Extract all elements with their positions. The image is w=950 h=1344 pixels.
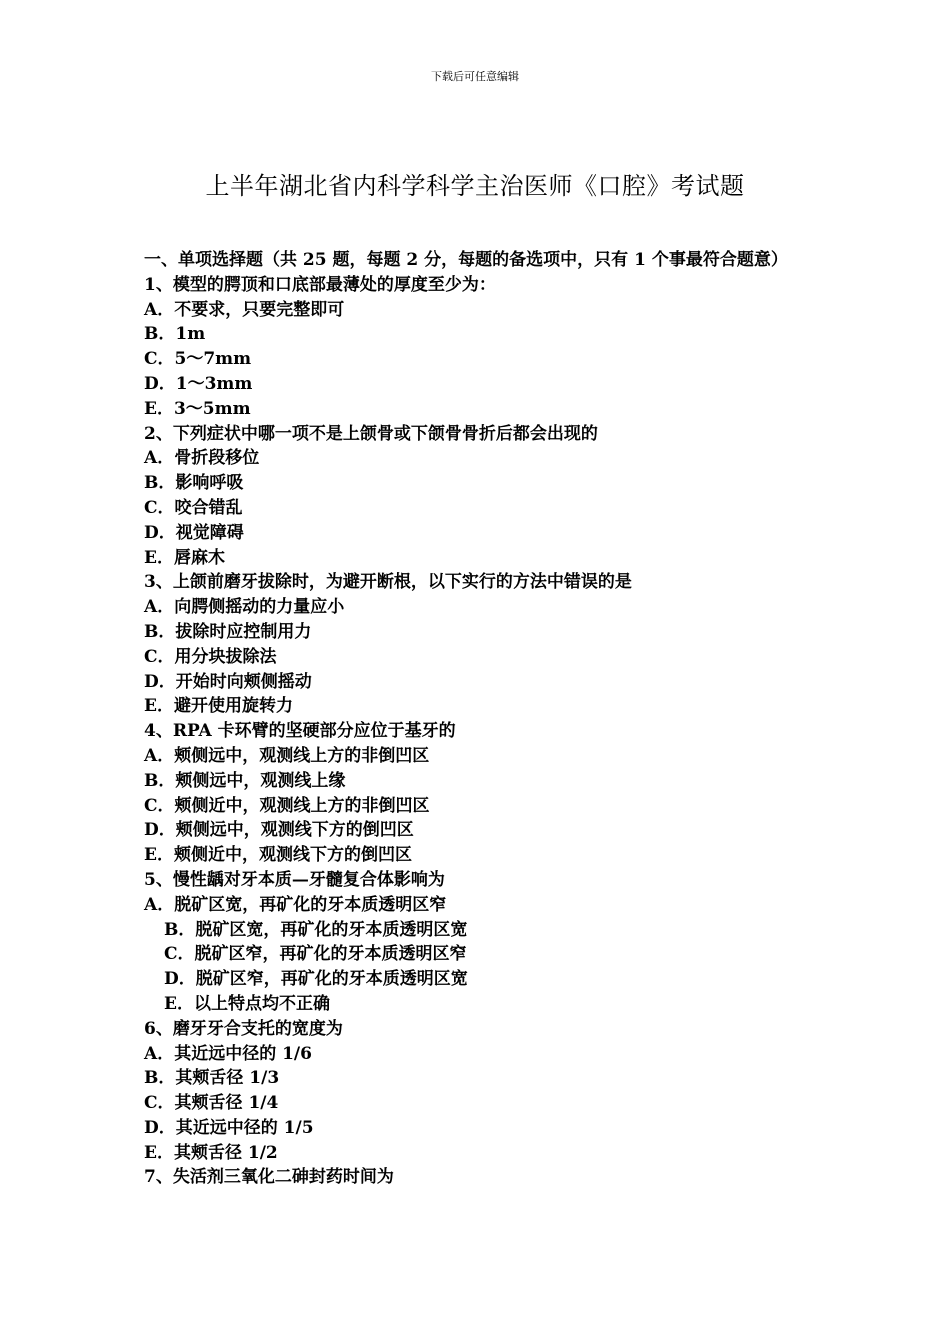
- answer-option: B．影响呼吸: [144, 473, 244, 494]
- answer-option: C．5～7mm: [144, 349, 252, 370]
- question-stem: 5、慢性龋对牙本质—牙髓复合体影响为: [144, 869, 445, 890]
- header-note: 下载后可任意编辑: [431, 70, 519, 83]
- answer-option: E．以上特点均不正确: [164, 993, 330, 1014]
- answer-option: D．1～3mm: [144, 373, 253, 394]
- answer-option: E．唇麻木: [144, 547, 225, 568]
- answer-option: B．脱矿区宽，再矿化的牙本质透明区宽: [164, 919, 468, 940]
- answer-option: D．开始时向颊侧摇动: [144, 671, 312, 692]
- answer-option: B．拔除时应控制用力: [144, 621, 312, 642]
- answer-option: D．颊侧远中，观测线下方的倒凹区: [144, 820, 414, 841]
- document-title: 上半年湖北省内科学科学主治医师《口腔》考试题: [205, 172, 745, 201]
- answer-option: B．1m: [144, 324, 206, 345]
- answer-option: C．用分块拔除法: [144, 646, 277, 667]
- question-stem: 4、RPA 卡环臂的坚硬部分应位于基牙的: [144, 721, 456, 742]
- answer-option: D．视觉障碍: [144, 522, 244, 543]
- answer-option: A．向腭侧摇动的力量应小: [144, 597, 345, 618]
- question-stem: 3、上颌前磨牙拔除时，为避开断根，以下实行的方法中错误的是: [144, 572, 632, 593]
- answer-option: B．颊侧远中，观测线上缘: [144, 770, 346, 791]
- answer-option: A．骨折段移位: [144, 448, 260, 469]
- answer-option: C．其颊舌径 1/4: [144, 1093, 279, 1114]
- answer-option: A．颊侧远中，观测线上方的非倒凹区: [144, 745, 430, 766]
- answer-option: B．其颊舌径 1/3: [144, 1068, 280, 1089]
- answer-option: A．脱矿区宽，再矿化的牙本质透明区窄: [144, 894, 447, 915]
- answer-option: E．3～5mm: [144, 398, 251, 419]
- question-stem: 6、磨牙牙合支托的宽度为: [144, 1018, 343, 1039]
- section-heading: 一、单项选择题（共 25 题，每题 2 分，每题的备选项中，只有 1 个事最符合题意）: [144, 250, 788, 270]
- answer-option: E．避开使用旋转力: [144, 696, 293, 717]
- answer-option: C．咬合错乱: [144, 497, 243, 518]
- answer-option: D．脱矿区窄，再矿化的牙本质透明区宽: [164, 969, 468, 990]
- question-stem: 1、模型的腭顶和口底部最薄处的厚度至少为：: [144, 274, 496, 295]
- answer-option: C．脱矿区窄，再矿化的牙本质透明区窄: [164, 944, 467, 965]
- answer-option: E．颊侧近中，观测线下方的倒凹区: [144, 845, 412, 866]
- answer-option: D．其近远中径的 1/5: [144, 1117, 314, 1138]
- answer-option: A．不要求，只要完整即可: [144, 299, 345, 320]
- exam-content: [144, 248, 816, 1190]
- answer-option: C．颊侧近中，观测线上方的非倒凹区: [144, 795, 430, 816]
- answer-option: E．其颊舌径 1/2: [144, 1142, 278, 1163]
- question-stem: 7、失活剂三氧化二砷封药时间为: [144, 1167, 394, 1188]
- question-stem: 2、下列症状中哪一项不是上颌骨或下颌骨骨折后都会出现的: [144, 423, 598, 444]
- answer-option: A．其近远中径的 1/6: [144, 1043, 312, 1064]
